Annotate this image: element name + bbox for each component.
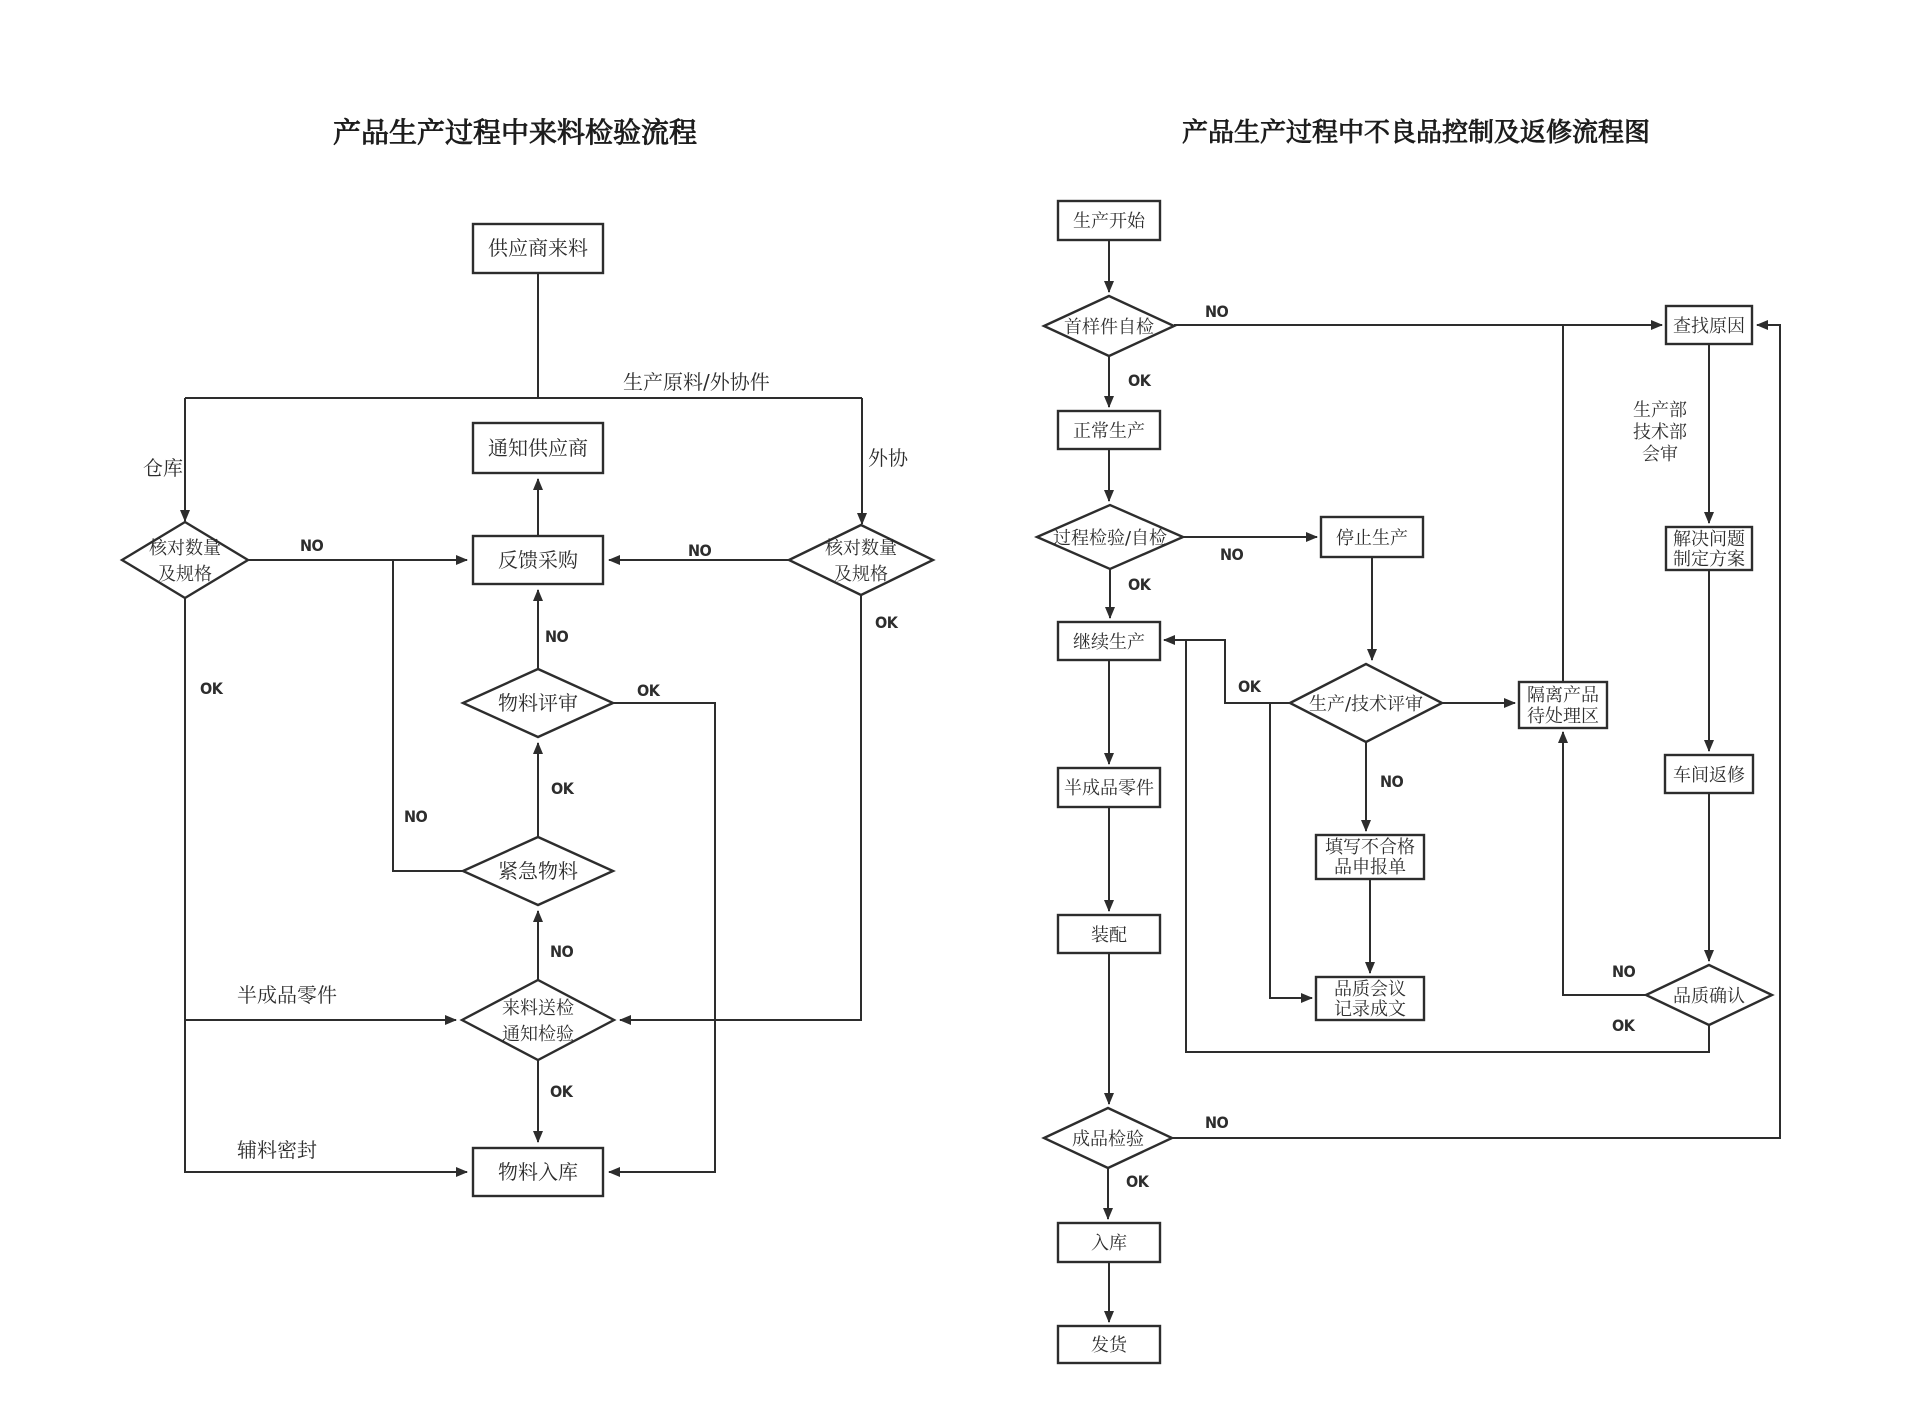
node-fill-label-2: 品申报单: [1334, 857, 1406, 878]
edge-label-urgent-ok: OK: [551, 779, 574, 798]
label-aux-seal: 辅料密封: [237, 1138, 317, 1162]
node-check-right-label-1: 核对数量: [825, 538, 897, 559]
node-ship-label: 发货: [1091, 1335, 1127, 1356]
edge-ok-branch-to-meeting: [1270, 703, 1312, 998]
edge-label-confirm-no: NO: [1612, 962, 1636, 981]
label-joint-review-2: 技术部: [1633, 422, 1687, 443]
label-joint-review-1: 生产部: [1633, 400, 1687, 421]
edge-techreview-ok-to-continue: [1164, 640, 1290, 703]
node-notify-label: 通知供应商: [488, 436, 588, 460]
edge-label-process-no: NO: [1220, 545, 1244, 564]
edge-checkright-ok-to-incoming: [620, 595, 861, 1020]
node-findcause-label: 查找原因: [1673, 316, 1745, 337]
left-chart-title: 产品生产过程中来料检验流程: [332, 116, 698, 149]
edge-label-final-ok: OK: [1126, 1172, 1149, 1191]
node-finalcheck-label: 成品检验: [1072, 1129, 1144, 1150]
label-joint-review-3: 会审: [1642, 444, 1678, 465]
edge-label-final-no: NO: [1205, 1113, 1229, 1132]
edge-confirm-ok-return: [1186, 640, 1709, 1052]
edge-label-process-ok: OK: [1128, 575, 1151, 594]
edge-label-first-no: NO: [1205, 302, 1229, 321]
edge-label-incoming-no: NO: [550, 942, 574, 961]
edge-label-review-ok: OK: [1238, 677, 1261, 696]
node-solve-label-2: 制定方案: [1673, 549, 1745, 570]
node-isolate-label-1: 隔离产品: [1527, 685, 1599, 706]
label-raw-material: 生产原料/外协件: [623, 370, 770, 394]
edge-label-confirm-ok: OK: [1612, 1016, 1635, 1035]
edge-label-check-left-ok: OK: [200, 679, 223, 698]
node-continue-label: 继续生产: [1073, 632, 1145, 653]
node-stop-label: 停止生产: [1336, 528, 1408, 549]
right-chart-title: 产品生产过程中不良品控制及返修流程图: [1181, 118, 1651, 148]
label-outsource: 外协: [868, 446, 908, 470]
edge-review-ok-to-storage: [609, 703, 715, 1172]
edge-label-incoming-ok: OK: [550, 1082, 573, 1101]
edge-label-first-ok: OK: [1128, 371, 1151, 390]
node-check-right-label-2: 及规格: [834, 564, 888, 585]
edge-label-review-ok: OK: [637, 681, 660, 700]
node-check-left-label-1: 核对数量: [149, 538, 221, 559]
label-warehouse: 仓库: [143, 456, 183, 480]
node-solve-label-1: 解决问题: [1673, 529, 1745, 550]
node-check-left-label-2: 及规格: [158, 564, 212, 585]
node-normal-label: 正常生产: [1073, 421, 1145, 442]
node-urgent-label: 紧急物料: [498, 859, 578, 883]
node-rsemi-label: 半成品零件: [1064, 778, 1154, 799]
node-meeting-label-1: 品质会议: [1334, 979, 1406, 1000]
node-confirm-label: 品质确认: [1673, 986, 1745, 1007]
node-feedback-label: 反馈采购: [498, 548, 578, 572]
node-incoming-label-2: 通知检验: [502, 1024, 574, 1045]
edge-checkleft-ok-rail-aux: [185, 598, 467, 1172]
edge-confirm-no-to-isolate: [1563, 732, 1646, 995]
node-review-label: 物料评审: [498, 691, 578, 715]
label-semi-finished: 半成品零件: [237, 983, 337, 1007]
node-storage-label: 物料入库: [498, 1160, 578, 1184]
node-supplier-label: 供应商来料: [488, 236, 588, 260]
node-fill-label-1: 填写不合格: [1325, 837, 1415, 858]
node-processcheck-label: 过程检验/自检: [1052, 528, 1168, 549]
node-incoming-label-1: 来料送检: [502, 998, 574, 1019]
node-incoming-diamond: [462, 980, 614, 1060]
node-start-label: 生产开始: [1073, 211, 1145, 232]
node-isolate-label-2: 待处理区: [1527, 706, 1599, 727]
edge-label-review-no: NO: [1380, 772, 1404, 791]
node-firstcheck-label: 首样件自检: [1064, 317, 1154, 338]
node-techreview-label: 生产/技术评审: [1308, 694, 1424, 715]
edge-label-check-left-no: NO: [300, 536, 324, 555]
edge-label-check-right-no: NO: [688, 541, 712, 560]
edge-label-check-right-ok: OK: [875, 613, 898, 632]
node-warehousein-label: 入库: [1091, 1233, 1127, 1254]
node-check-left-diamond: [122, 522, 248, 598]
node-repair-label: 车间返修: [1673, 765, 1745, 786]
node-meeting-label-2: 记录成文: [1334, 999, 1406, 1020]
edge-label-urgent-no: NO: [404, 807, 428, 826]
node-assembly-label: 装配: [1091, 925, 1127, 946]
edge-label-review-no: NO: [545, 627, 569, 646]
